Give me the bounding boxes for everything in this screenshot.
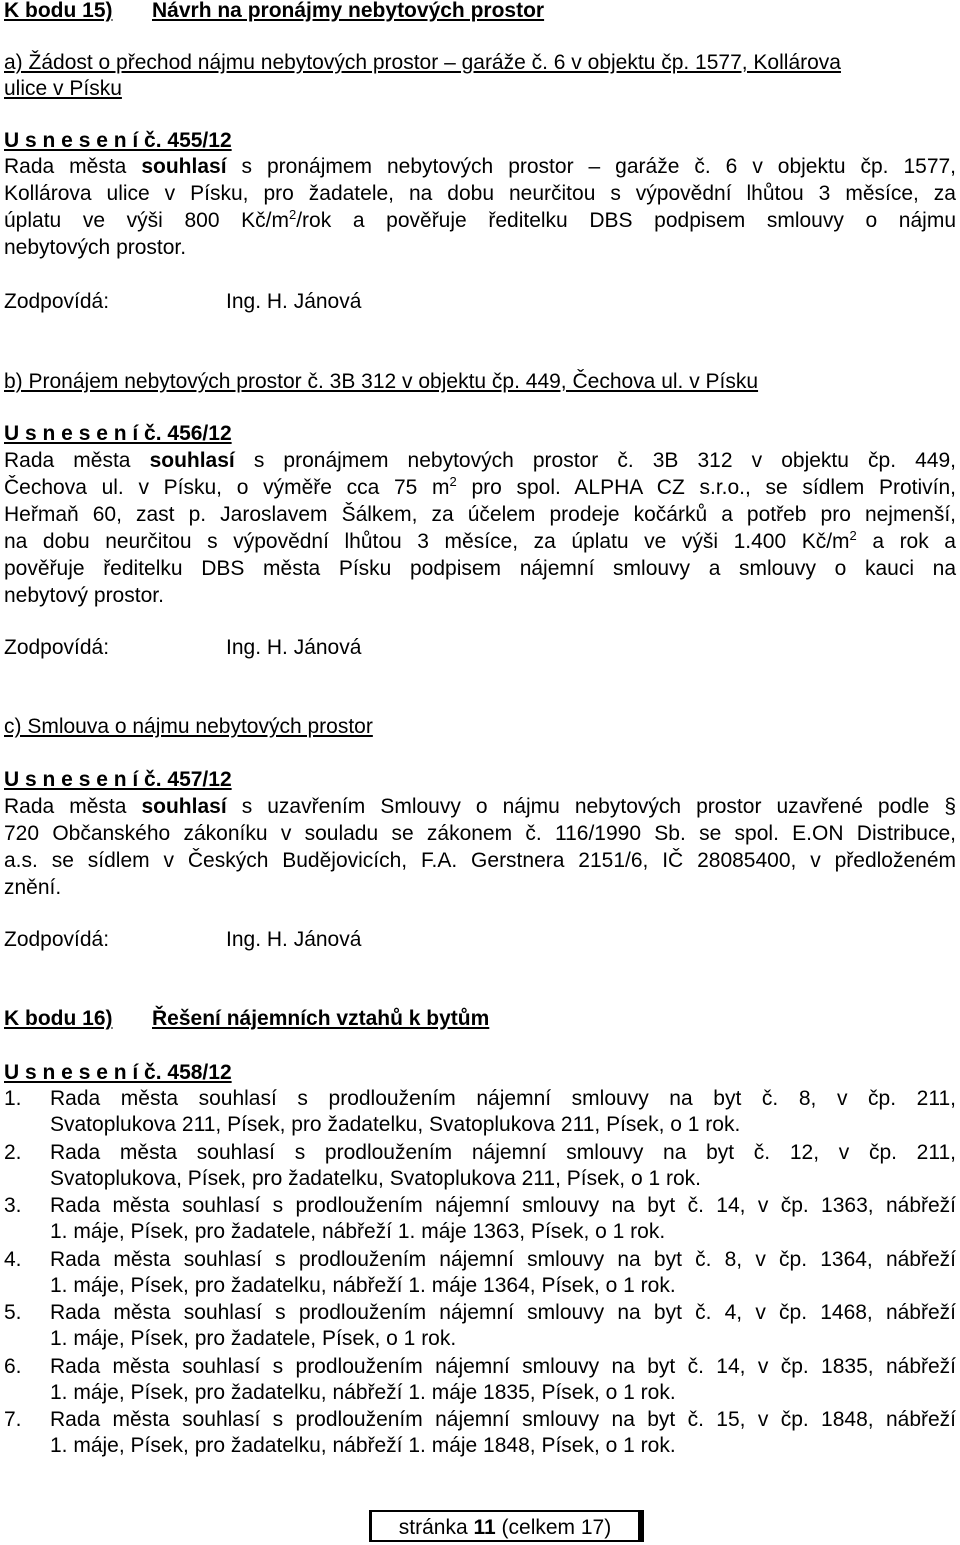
section-16-title: Řešení nájemních vztahů k bytům [152, 1007, 490, 1030]
list-item-number: 6. [4, 1355, 22, 1378]
item-c-text-line3: a.s. se sídlem v Českých Budějovicích, F.A. Gerstnera 2151/6, IČ 28085400, v předloženém [4, 849, 956, 872]
item-b-text-line2: Čechova ul. v Písku, o výměře cca 75 $m^2$ pro spol. ALPHA CZ s.r.o., se sídlem Protivín, [4, 474, 956, 499]
item-a-text-line3: úplatu ve výši 800 $Kč/m^2$/rok a pověřuje ředitelku DBS podpisem smlouvy o nájmu [4, 207, 956, 232]
item-c-title: c) Smlouva o nájmu nebytových prostor [4, 715, 373, 738]
list-item-line1: Rada města souhlasí s prodloužením nájemní smlouvy na byt č. 8, v čp. 1364, nábřeží [50, 1248, 956, 1271]
section-16-label: K bodu 16) [4, 1007, 113, 1030]
item-a-responsible-label: Zodpovídá: [4, 290, 110, 313]
item-b-text-line5: pověřuje ředitelku DBS města Písku podpisem nájemní smlouvy a smlouvy o kauci na [4, 557, 956, 580]
list-item-number: 4. [4, 1248, 22, 1271]
list-item-number: 7. [4, 1408, 22, 1431]
list-item-line1: Rada města souhlasí s prodloužením nájemní smlouvy na byt č. 15, v čp. 1848, nábřeží [50, 1408, 956, 1431]
item-a-title-line2: ulice v Písku [4, 77, 122, 100]
item-b-responsible-name: Ing. H. Jánová [226, 636, 362, 659]
list-item-line1: Rada města souhlasí s prodloužením nájemní smlouvy na byt č. 4, v čp. 1468, nábřeží [50, 1301, 956, 1324]
list-item-number: 5. [4, 1301, 22, 1324]
list-item-line2: 1. máje, Písek, pro žadatelku, nábřeží 1. máje 1848, Písek, o 1 rok. [50, 1434, 676, 1457]
item-c-text-line2: 720 Občanského zákoníku v souladu se zákonem č. 116/1990 Sb. se spol. E.ON Distribuce, [4, 822, 956, 845]
list-item-line2: Svatoplukova 211, Písek, pro žadatelku, Svatoplukova 211, Písek, o 1 rok. [50, 1113, 741, 1136]
item-c-text-line1: Rada města souhlasí s uzavřením Smlouvy o nájmu nebytových prostor uzavřené podle § [4, 795, 956, 818]
item-b-responsible-label: Zodpovídá: [4, 636, 110, 659]
item-a-text-line4: nebytových prostor. [4, 236, 187, 259]
item-b-text-line1: Rada města souhlasí s pronájmem nebytových prostor č. 3B 312 v objektu čp. 449, [4, 449, 956, 472]
item-c-responsible-label: Zodpovídá: [4, 928, 110, 951]
item-b-text-line4: na dobu neurčitou s výpovědní lhůtou 3 měsíce, za úplatu ve výši 1.400 $Kč/m^2$ a rok a [4, 528, 956, 553]
item-c-responsible-name: Ing. H. Jánová [226, 928, 362, 951]
list-item-line2: 1. máje, Písek, pro žadatelku, nábřeží 1. máje 1835, Písek, o 1 rok. [50, 1381, 676, 1404]
section-15-title: Návrh na pronájmy nebytových prostor [152, 0, 545, 22]
list-item-line2: 1. máje, Písek, pro žadatele, Písek, o 1 rok. [50, 1327, 457, 1350]
resolution-458: U s n e s e n í č. 458/12 [4, 1061, 232, 1084]
item-a-text-line2: Kollárova ulice v Písku, pro žadatele, na dobu neurčitou s výpovědní lhůtou 3 měsíce, za [4, 182, 956, 205]
list-item-number: 2. [4, 1141, 22, 1164]
item-c-text-line4: znění. [4, 876, 62, 899]
item-a-responsible-name: Ing. H. Jánová [226, 290, 362, 313]
resolution-455: U s n e s e n í č. 455/12 [4, 129, 232, 152]
list-item-line2: 1. máje, Písek, pro žadatele, nábřeží 1. máje 1363, Písek, o 1 rok. [50, 1220, 666, 1243]
page-number-label: stránka 11 (celkem 17) [398, 1516, 612, 1539]
list-item-line1: Rada města souhlasí s prodloužením nájemní smlouvy na byt č. 12, v čp. 211, [50, 1141, 956, 1164]
item-b-title: b) Pronájem nebytových prostor č. 3B 312 v objektu čp. 449, Čechova ul. v Písku [4, 370, 759, 393]
item-a-text-line1: Rada města souhlasí s pronájmem nebytových prostor – garáže č. 6 v objektu čp. 1577, [4, 155, 957, 178]
list-item-line2: Svatoplukova, Písek, pro žadatelku, Svatoplukova 211, Písek, o 1 rok. [50, 1167, 701, 1190]
item-b-text-line6: nebytový prostor. [4, 584, 164, 607]
list-item-number: 1. [4, 1087, 22, 1110]
section-15-label: K bodu 15) [4, 0, 113, 22]
list-item-number: 3. [4, 1194, 22, 1217]
resolution-456: U s n e s e n í č. 456/12 [4, 422, 232, 445]
item-a-title-line1: a) Žádost o přechod nájmu nebytových prostor – garáže č. 6 v objektu čp. 1577, Kollárova [4, 51, 841, 74]
list-item-line2: 1. máje, Písek, pro žadatelku, nábřeží 1. máje 1364, Písek, o 1 rok. [50, 1274, 676, 1297]
list-item-line1: Rada města souhlasí s prodloužením nájemní smlouvy na byt č. 14, v čp. 1363, nábřeží [50, 1194, 956, 1217]
page-footer [369, 1510, 644, 1542]
resolution-457: U s n e s e n í č. 457/12 [4, 768, 232, 791]
item-b-text-line3: Heřmaň 60, zast p. Jaroslavem Šálkem, za účelem prodeje kočárků a potřeb pro nejmenší, [4, 503, 956, 526]
list-item-line1: Rada města souhlasí s prodloužením nájemní smlouvy na byt č. 8, v čp. 211, [50, 1087, 956, 1110]
list-item-line1: Rada města souhlasí s prodloužením nájemní smlouvy na byt č. 14, v čp. 1835, nábřeží [50, 1355, 956, 1378]
